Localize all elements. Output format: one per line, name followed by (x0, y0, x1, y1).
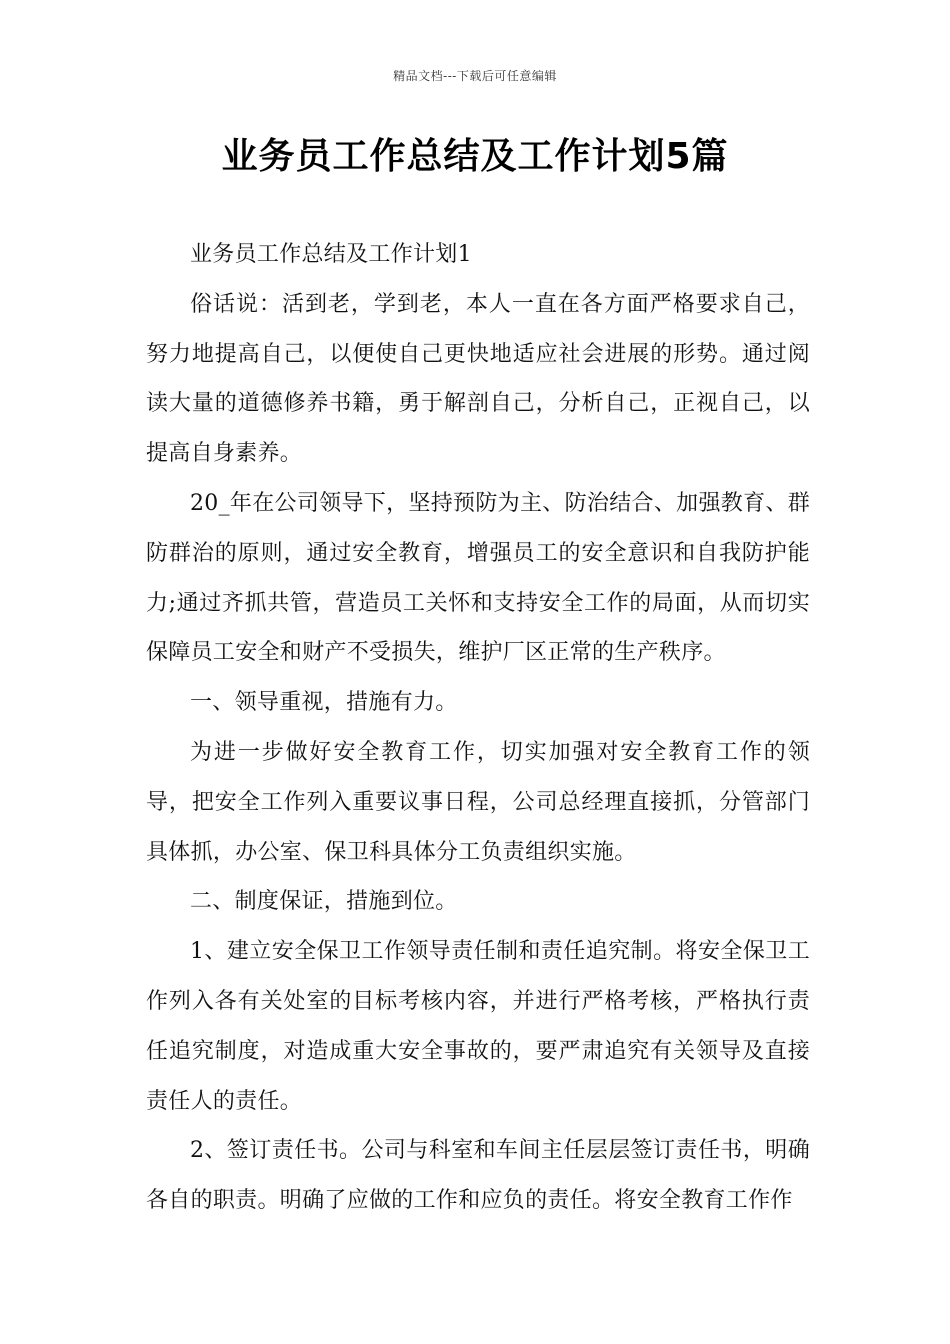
body-paragraph: 1、建立安全保卫工作领导责任制和责任追究制。将安全保卫工作列入各有关处室的目标考核内容，并进行严格考核，严格执行责任追究制度，对造成重大安全事故的，要严肃追究有关领导及直接责任人的责任。 (146, 939, 810, 1114)
body-paragraph: 为进一步做好安全教育工作，切实加强对安全教育工作的领导，把安全工作列入重要议事日程，公司总经理直接抓，分管部门具体抓，办公室、保卫科具体分工负责组织实施。 (146, 739, 810, 865)
body-paragraph: 俗话说：活到老，学到老，本人一直在各方面严格要求自己，努力地提高自己，以便使自己更快地适应社会进展的形势。通过阅读大量的道德修养书籍，勇于解剖自己，分析自己，正视自己，以提高自身素养。 (146, 291, 810, 467)
document-body (146, 230, 810, 1226)
document-title: 业务员工作总结及工作计划5篇 (221, 136, 729, 177)
section-heading: 业务员工作总结及工作计划1 (190, 242, 472, 267)
body-paragraph: 20_年在公司领导下，坚持预防为主、防治结合、加强教育、群防群治的原则，通过安全教育，增强员工的安全意识和自我防护能力;通过齐抓共管，营造员工关怀和支持安全工作的局面，从而切实保障员工安全和财产不受损失，维护厂区正常的生产秩序。 (146, 490, 810, 666)
body-paragraph: 2、签订责任书。公司与科室和车间主任层层签订责任书，明确各自的职责。明确了应做的工作和应负的责任。将安全教育工作作 (146, 1138, 810, 1214)
section-heading: 二、制度保证，措施到位。 (190, 889, 458, 915)
page-header: 精品文档---下载后可任意编辑 (393, 69, 557, 83)
section-heading: 一、领导重视，措施有力。 (190, 690, 458, 716)
